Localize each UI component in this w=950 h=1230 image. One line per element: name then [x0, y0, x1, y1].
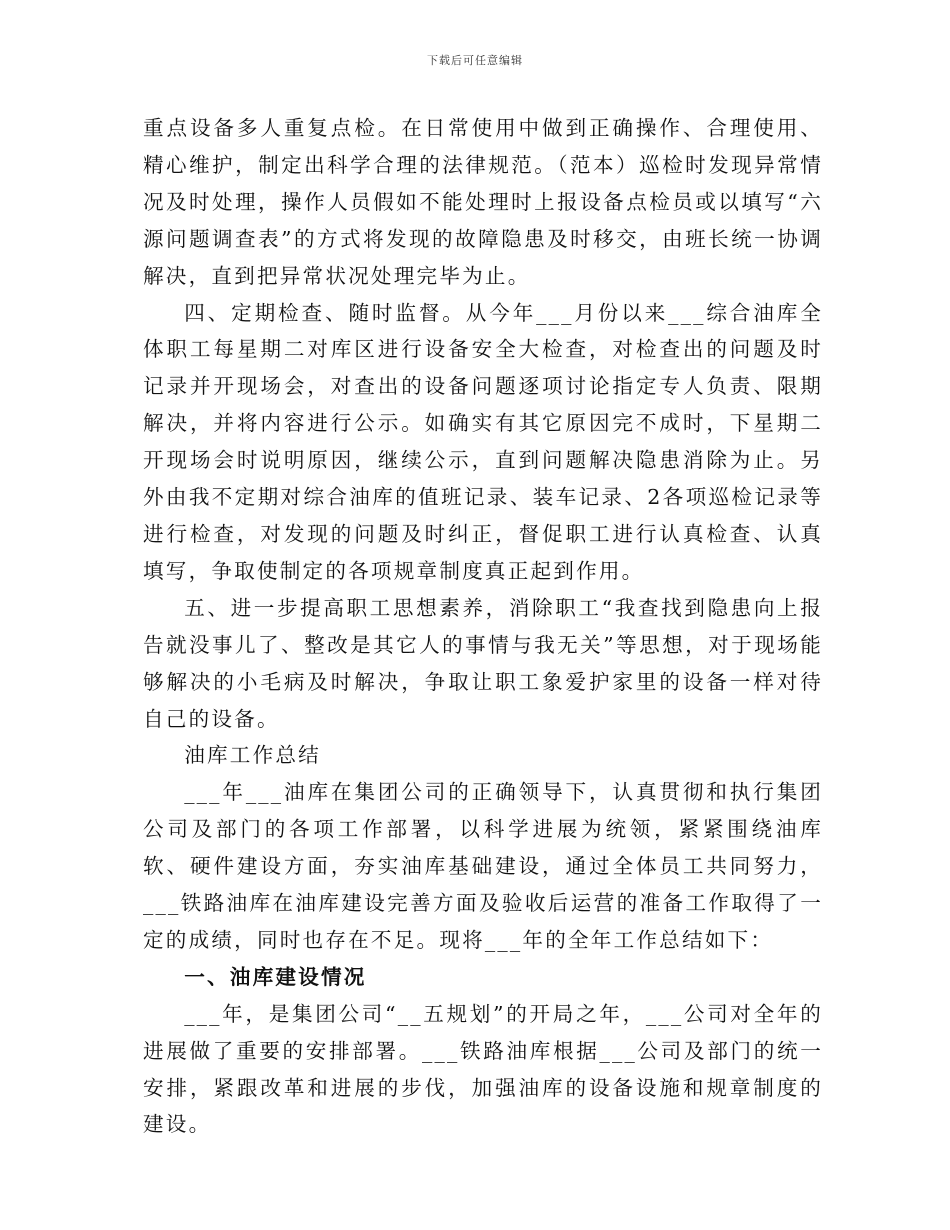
paragraph: ___年，是集团公司“__五规划”的开局之年，___公司对全年的进展做了重要的安排部署。___铁路油库根据___公司及部门的统一安排，紧跟改革和进展的步伐，加强油库的设备设施和规章制度的建设。: [143, 1001, 823, 1137]
paragraph: 四、定期检查、随时监督。从今年___月份以来___综合油库全体职工每星期二对库区进行设备安全大检查，对检查出的问题及时记录并开现场会，对查出的设备问题逐项讨论指定专人负责、限期解决，并将内容进行公示。如确实有其它原因完不成时，下星期二开现场会时说明原因，继续公示，直到问题解决隐患消除为止。另外由我不定期对综合油库的值班记录、装车记录、2各项巡检记录等进行检查，对发现的问题及时纠正，督促职工进行认真检查、认真填写，争取使制定的各项规章制度真正起到作用。: [143, 300, 823, 583]
section-heading: 一、油库建设情况: [184, 964, 367, 989]
paragraph: 重点设备多人重复点检。在日常使用中做到正确操作、合理使用、精心维护，制定出科学合理的法律规范。（范本）巡检时发现异常情况及时处理，操作人员假如不能处理时上报设备点检员或以填写“六源问题调查表”的方式将发现的故障隐患及时移交，由班长统一协调解决，直到把异常状况处理完毕为止。: [143, 116, 823, 288]
document-body: [143, 110, 823, 1143]
paragraph: 五、进一步提高职工思想素养，消除职工“我查找到隐患向上报告就没事儿了、整改是其它人的事情与我无关”等思想，对于现场能够解决的小毛病及时解决，争取让职工象爱护家里的设备一样对待自己的设备。: [143, 595, 823, 731]
document-title: 油库工作总结: [184, 743, 321, 768]
paragraph: ___年___油库在集团公司的正确领导下，认真贯彻和执行集团公司及部门的各项工作部署，以科学进展为统领，紧紧围绕油库软、硬件建设方面，夯实油库基础建设，通过全体员工共同努力，___铁路油库在油库建设完善方面及验收后运营的准备工作取得了一定的成绩，同时也存在不足。现将___年的全年工作总结如下：: [143, 780, 823, 952]
page-header: 下载后可任意编辑: [427, 54, 523, 67]
